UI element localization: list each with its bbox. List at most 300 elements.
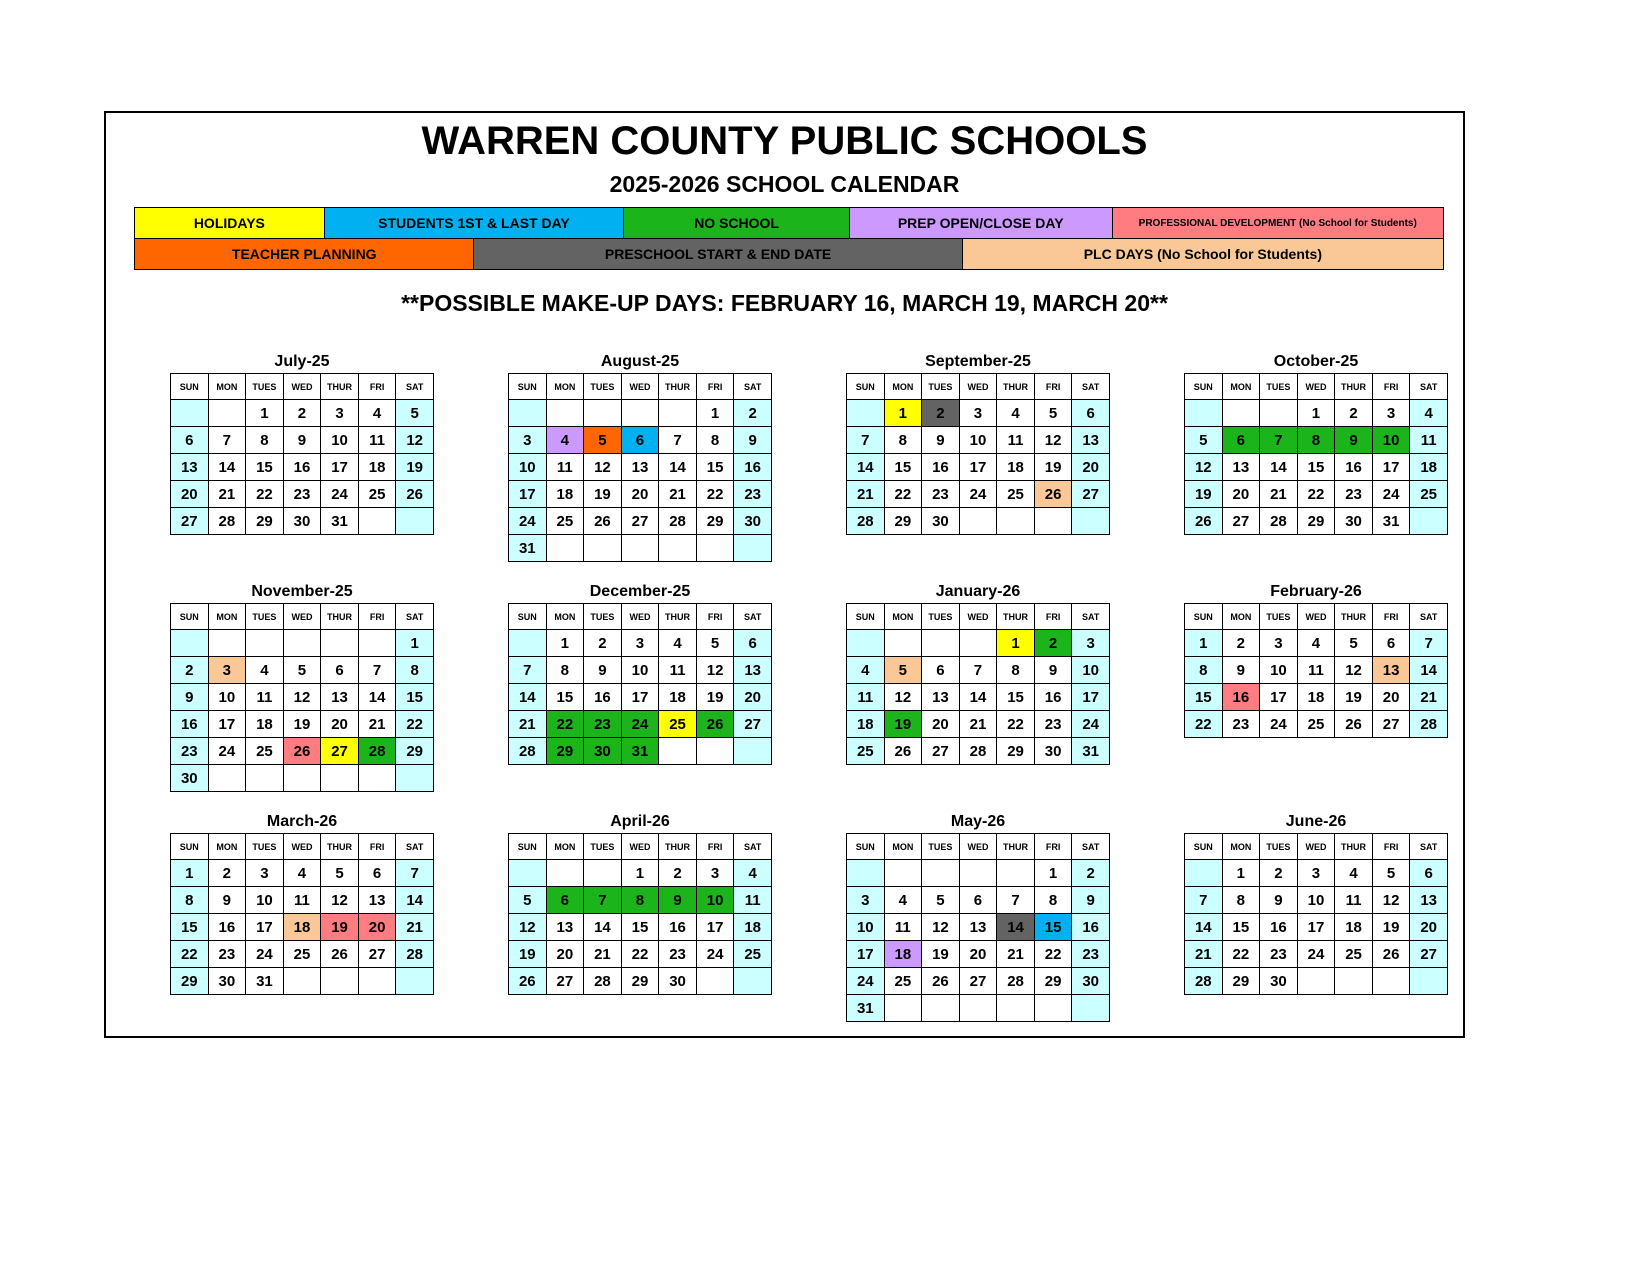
day-cell: 8: [884, 427, 922, 454]
day-cell: 3: [246, 860, 284, 887]
empty-cell: [734, 535, 772, 562]
day-cell: 12: [396, 427, 434, 454]
month-title: August-25: [600, 353, 680, 370]
day-cell: 21: [847, 481, 885, 508]
day-cell: 9: [1034, 657, 1072, 684]
day-cell: 8: [1222, 887, 1260, 914]
day-cell: 16: [1072, 914, 1110, 941]
empty-cell: [997, 860, 1035, 887]
empty-cell: [1072, 508, 1110, 535]
legend-plc-days: PLC DAYS (No School for Students): [963, 239, 1443, 269]
day-cell: 26: [283, 738, 321, 765]
day-cell: 29: [246, 508, 284, 535]
day-cell: 4: [1410, 400, 1448, 427]
day-cell: 17: [246, 914, 284, 941]
empty-cell: [1034, 508, 1072, 535]
day-cell: 5: [1335, 630, 1373, 657]
month-grid: [508, 373, 772, 562]
day-header: FRI: [1034, 834, 1072, 860]
day-cell: 3: [1260, 630, 1298, 657]
day-cell: 27: [358, 941, 396, 968]
legend-row-1: [134, 207, 1444, 239]
day-header: TUES: [1260, 604, 1298, 630]
day-cell: 3: [208, 657, 246, 684]
day-cell: 18: [246, 711, 284, 738]
month-grid: [846, 373, 1110, 535]
day-header: THUR: [997, 374, 1035, 400]
day-cell: 17: [959, 454, 997, 481]
month-title: September-25: [925, 353, 1031, 370]
empty-cell: [283, 968, 321, 995]
empty-cell: [847, 630, 885, 657]
day-cell: 23: [659, 941, 697, 968]
day-cell: 27: [621, 508, 659, 535]
day-cell: 4: [659, 630, 697, 657]
day-header: SUN: [1185, 834, 1223, 860]
month-december-25: [508, 581, 772, 765]
day-cell: 21: [997, 941, 1035, 968]
day-cell: 2: [283, 400, 321, 427]
day-cell: 31: [1072, 738, 1110, 765]
day-cell: 23: [283, 481, 321, 508]
day-cell: 27: [546, 968, 584, 995]
day-cell: 27: [171, 508, 209, 535]
day-header: THUR: [321, 604, 359, 630]
day-cell: 23: [1260, 941, 1298, 968]
page-title: WARREN COUNTY PUBLIC SCHOOLS: [421, 119, 1148, 163]
day-cell: 18: [283, 914, 321, 941]
day-cell: 12: [1335, 657, 1373, 684]
day-cell: 6: [1410, 860, 1448, 887]
day-cell: 10: [696, 887, 734, 914]
day-cell: 21: [1185, 941, 1223, 968]
day-cell: 21: [208, 481, 246, 508]
day-header: SAT: [1072, 604, 1110, 630]
day-cell: 13: [321, 684, 359, 711]
day-header: SAT: [396, 604, 434, 630]
day-cell: 12: [1185, 454, 1223, 481]
day-header: MON: [884, 374, 922, 400]
day-header: THUR: [1335, 834, 1373, 860]
day-cell: 5: [1185, 427, 1223, 454]
day-header: SAT: [1072, 374, 1110, 400]
day-cell: 18: [1297, 684, 1335, 711]
day-cell: 5: [1372, 860, 1410, 887]
day-cell: 4: [283, 860, 321, 887]
empty-cell: [1185, 400, 1223, 427]
day-header: MON: [546, 834, 584, 860]
day-cell: 1: [621, 860, 659, 887]
month-title: October-25: [1273, 353, 1359, 370]
day-cell: 20: [621, 481, 659, 508]
day-cell: 25: [283, 941, 321, 968]
day-cell: 7: [396, 860, 434, 887]
day-cell: 25: [659, 711, 697, 738]
day-cell: 28: [997, 968, 1035, 995]
day-cell: 2: [1034, 630, 1072, 657]
day-cell: 16: [283, 454, 321, 481]
month-title: April-26: [610, 813, 670, 830]
day-cell: 2: [1222, 630, 1260, 657]
day-cell: 14: [997, 914, 1035, 941]
day-cell: 31: [621, 738, 659, 765]
legend-students-first-last-day: STUDENTS 1ST & LAST DAY: [325, 208, 625, 238]
day-cell: 18: [884, 941, 922, 968]
day-cell: 9: [1222, 657, 1260, 684]
day-cell: 27: [1222, 508, 1260, 535]
day-cell: 15: [621, 914, 659, 941]
month-grid: [508, 603, 772, 765]
day-cell: 7: [997, 887, 1035, 914]
empty-cell: [546, 400, 584, 427]
day-cell: 18: [358, 454, 396, 481]
month-grid: [170, 603, 434, 792]
empty-cell: [659, 400, 697, 427]
day-cell: 1: [546, 630, 584, 657]
day-cell: 25: [358, 481, 396, 508]
day-cell: 15: [546, 684, 584, 711]
empty-cell: [358, 508, 396, 535]
day-cell: 11: [358, 427, 396, 454]
day-header: SAT: [396, 374, 434, 400]
day-cell: 31: [509, 535, 547, 562]
day-cell: 22: [171, 941, 209, 968]
day-cell: 14: [659, 454, 697, 481]
empty-cell: [922, 860, 960, 887]
day-cell: 3: [621, 630, 659, 657]
day-cell: 4: [358, 400, 396, 427]
day-cell: 10: [1372, 427, 1410, 454]
empty-cell: [509, 400, 547, 427]
day-cell: 4: [884, 887, 922, 914]
month-august-25: [508, 351, 772, 562]
day-cell: 5: [396, 400, 434, 427]
day-cell: 19: [922, 941, 960, 968]
day-cell: 29: [1034, 968, 1072, 995]
month-grid: [170, 833, 434, 995]
day-header: WED: [283, 374, 321, 400]
day-cell: 7: [584, 887, 622, 914]
day-header: SUN: [171, 374, 209, 400]
day-cell: 13: [358, 887, 396, 914]
day-cell: 26: [584, 508, 622, 535]
empty-cell: [997, 995, 1035, 1022]
day-cell: 2: [1260, 860, 1298, 887]
day-cell: 29: [546, 738, 584, 765]
empty-cell: [847, 400, 885, 427]
day-header: THUR: [997, 604, 1035, 630]
day-cell: 15: [246, 454, 284, 481]
empty-cell: [584, 860, 622, 887]
day-cell: 9: [171, 684, 209, 711]
day-cell: 21: [396, 914, 434, 941]
month-title: January-26: [935, 583, 1021, 600]
day-cell: 28: [1260, 508, 1298, 535]
day-header: THUR: [1335, 374, 1373, 400]
day-header: WED: [1297, 834, 1335, 860]
day-cell: 30: [1072, 968, 1110, 995]
day-cell: 5: [1034, 400, 1072, 427]
day-header: MON: [546, 374, 584, 400]
day-cell: 26: [884, 738, 922, 765]
day-cell: 2: [1072, 860, 1110, 887]
day-cell: 29: [396, 738, 434, 765]
day-cell: 8: [621, 887, 659, 914]
day-cell: 10: [246, 887, 284, 914]
day-cell: 17: [696, 914, 734, 941]
day-cell: 22: [621, 941, 659, 968]
day-cell: 13: [1372, 657, 1410, 684]
day-cell: 26: [696, 711, 734, 738]
month-grid: [1184, 833, 1448, 995]
day-cell: 28: [959, 738, 997, 765]
month-title: June-26: [1285, 813, 1347, 830]
day-cell: 11: [283, 887, 321, 914]
day-cell: 15: [884, 454, 922, 481]
empty-cell: [884, 630, 922, 657]
day-cell: 24: [621, 711, 659, 738]
day-cell: 26: [922, 968, 960, 995]
day-cell: 5: [321, 860, 359, 887]
day-cell: 20: [1410, 914, 1448, 941]
day-cell: 20: [1372, 684, 1410, 711]
empty-cell: [621, 535, 659, 562]
day-cell: 13: [1222, 454, 1260, 481]
day-cell: 2: [922, 400, 960, 427]
empty-cell: [546, 535, 584, 562]
day-cell: 25: [997, 481, 1035, 508]
month-grid: [170, 373, 434, 535]
day-cell: 24: [1072, 711, 1110, 738]
day-cell: 8: [546, 657, 584, 684]
day-header: SUN: [171, 604, 209, 630]
month-grid: [508, 833, 772, 995]
day-cell: 10: [509, 454, 547, 481]
day-cell: 28: [509, 738, 547, 765]
day-header: WED: [621, 604, 659, 630]
day-cell: 18: [734, 914, 772, 941]
day-cell: 28: [847, 508, 885, 535]
day-header: THUR: [659, 604, 697, 630]
day-header: FRI: [696, 834, 734, 860]
day-cell: 17: [621, 684, 659, 711]
day-cell: 18: [997, 454, 1035, 481]
day-cell: 19: [696, 684, 734, 711]
day-cell: 21: [1260, 481, 1298, 508]
day-cell: 27: [959, 968, 997, 995]
day-cell: 4: [546, 427, 584, 454]
day-cell: 1: [997, 630, 1035, 657]
day-cell: 14: [358, 684, 396, 711]
day-header: TUES: [922, 834, 960, 860]
day-cell: 24: [847, 968, 885, 995]
month-april-26: [508, 811, 772, 995]
day-cell: 20: [922, 711, 960, 738]
day-cell: 15: [1222, 914, 1260, 941]
month-title: December-25: [589, 583, 691, 600]
legend-holidays: HOLIDAYS: [135, 208, 325, 238]
day-cell: 25: [734, 941, 772, 968]
month-october-25: [1184, 351, 1448, 535]
day-cell: 19: [283, 711, 321, 738]
legend-prep-open-close-day: PREP OPEN/CLOSE DAY: [850, 208, 1113, 238]
day-cell: 16: [1034, 684, 1072, 711]
empty-cell: [1034, 995, 1072, 1022]
day-cell: 30: [922, 508, 960, 535]
empty-cell: [246, 765, 284, 792]
day-cell: 16: [1222, 684, 1260, 711]
empty-cell: [959, 630, 997, 657]
day-cell: 23: [734, 481, 772, 508]
day-header: THUR: [997, 834, 1035, 860]
day-header: SUN: [509, 604, 547, 630]
day-cell: 9: [283, 427, 321, 454]
day-cell: 5: [283, 657, 321, 684]
day-cell: 6: [734, 630, 772, 657]
day-cell: 19: [321, 914, 359, 941]
day-cell: 8: [1297, 427, 1335, 454]
day-cell: 30: [1034, 738, 1072, 765]
day-cell: 21: [959, 711, 997, 738]
day-cell: 8: [171, 887, 209, 914]
day-cell: 24: [1372, 481, 1410, 508]
day-cell: 28: [659, 508, 697, 535]
day-cell: 16: [1260, 914, 1298, 941]
day-cell: 19: [396, 454, 434, 481]
day-cell: 12: [696, 657, 734, 684]
day-header: TUES: [246, 604, 284, 630]
empty-cell: [1185, 860, 1223, 887]
day-cell: 11: [997, 427, 1035, 454]
day-cell: 10: [1072, 657, 1110, 684]
day-header: FRI: [1034, 604, 1072, 630]
day-cell: 16: [922, 454, 960, 481]
day-cell: 26: [509, 968, 547, 995]
empty-cell: [171, 630, 209, 657]
day-cell: 11: [659, 657, 697, 684]
month-title: May-26: [950, 813, 1006, 830]
day-cell: 20: [546, 941, 584, 968]
day-cell: 31: [246, 968, 284, 995]
day-cell: 15: [997, 684, 1035, 711]
day-cell: 12: [283, 684, 321, 711]
day-cell: 9: [584, 657, 622, 684]
day-cell: 30: [734, 508, 772, 535]
day-header: MON: [1222, 834, 1260, 860]
day-cell: 23: [922, 481, 960, 508]
day-cell: 8: [1185, 657, 1223, 684]
empty-cell: [922, 995, 960, 1022]
empty-cell: [283, 765, 321, 792]
day-cell: 16: [659, 914, 697, 941]
day-cell: 28: [584, 968, 622, 995]
day-cell: 31: [1372, 508, 1410, 535]
day-header: TUES: [584, 374, 622, 400]
month-may-26: [846, 811, 1110, 1022]
day-header: FRI: [1372, 834, 1410, 860]
day-cell: 7: [1185, 887, 1223, 914]
empty-cell: [1410, 968, 1448, 995]
day-cell: 18: [546, 481, 584, 508]
day-cell: 4: [734, 860, 772, 887]
day-cell: 20: [1222, 481, 1260, 508]
day-cell: 3: [847, 887, 885, 914]
month-september-25: [846, 351, 1110, 535]
day-header: WED: [959, 834, 997, 860]
day-cell: 10: [621, 657, 659, 684]
day-cell: 9: [1072, 887, 1110, 914]
day-cell: 25: [1410, 481, 1448, 508]
day-cell: 25: [884, 968, 922, 995]
day-cell: 6: [1222, 427, 1260, 454]
empty-cell: [997, 508, 1035, 535]
day-cell: 13: [546, 914, 584, 941]
day-header: MON: [884, 834, 922, 860]
day-cell: 3: [1372, 400, 1410, 427]
day-header: SAT: [734, 834, 772, 860]
day-cell: 18: [1410, 454, 1448, 481]
day-header: FRI: [1372, 374, 1410, 400]
day-header: FRI: [358, 604, 396, 630]
empty-cell: [696, 968, 734, 995]
day-cell: 23: [1335, 481, 1373, 508]
day-cell: 9: [659, 887, 697, 914]
empty-cell: [584, 400, 622, 427]
day-cell: 29: [1222, 968, 1260, 995]
day-cell: 17: [1297, 914, 1335, 941]
day-cell: 6: [171, 427, 209, 454]
day-cell: 14: [396, 887, 434, 914]
day-header: SAT: [1410, 834, 1448, 860]
day-cell: 12: [321, 887, 359, 914]
day-cell: 30: [171, 765, 209, 792]
day-cell: 24: [1297, 941, 1335, 968]
day-cell: 11: [546, 454, 584, 481]
day-cell: 12: [922, 914, 960, 941]
day-header: SAT: [734, 374, 772, 400]
day-cell: 30: [208, 968, 246, 995]
day-header: SUN: [847, 374, 885, 400]
day-cell: 10: [321, 427, 359, 454]
day-cell: 13: [1410, 887, 1448, 914]
day-header: MON: [208, 834, 246, 860]
day-cell: 19: [509, 941, 547, 968]
day-cell: 7: [509, 657, 547, 684]
day-cell: 7: [959, 657, 997, 684]
day-cell: 23: [584, 711, 622, 738]
day-cell: 15: [696, 454, 734, 481]
legend-professional-development: PROFESSIONAL DEVELOPMENT (No School for Students): [1113, 208, 1444, 238]
day-cell: 20: [1072, 454, 1110, 481]
legend-no-school: NO SCHOOL: [624, 208, 850, 238]
day-header: TUES: [922, 604, 960, 630]
empty-cell: [884, 860, 922, 887]
month-july-25: [170, 351, 434, 535]
day-cell: 21: [509, 711, 547, 738]
day-cell: 11: [847, 684, 885, 711]
empty-cell: [734, 738, 772, 765]
day-cell: 5: [696, 630, 734, 657]
empty-cell: [321, 765, 359, 792]
day-cell: 23: [1222, 711, 1260, 738]
day-header: SUN: [1185, 604, 1223, 630]
day-cell: 14: [584, 914, 622, 941]
day-cell: 10: [959, 427, 997, 454]
month-title: July-25: [274, 353, 330, 370]
empty-cell: [847, 860, 885, 887]
day-cell: 29: [997, 738, 1035, 765]
day-cell: 25: [246, 738, 284, 765]
